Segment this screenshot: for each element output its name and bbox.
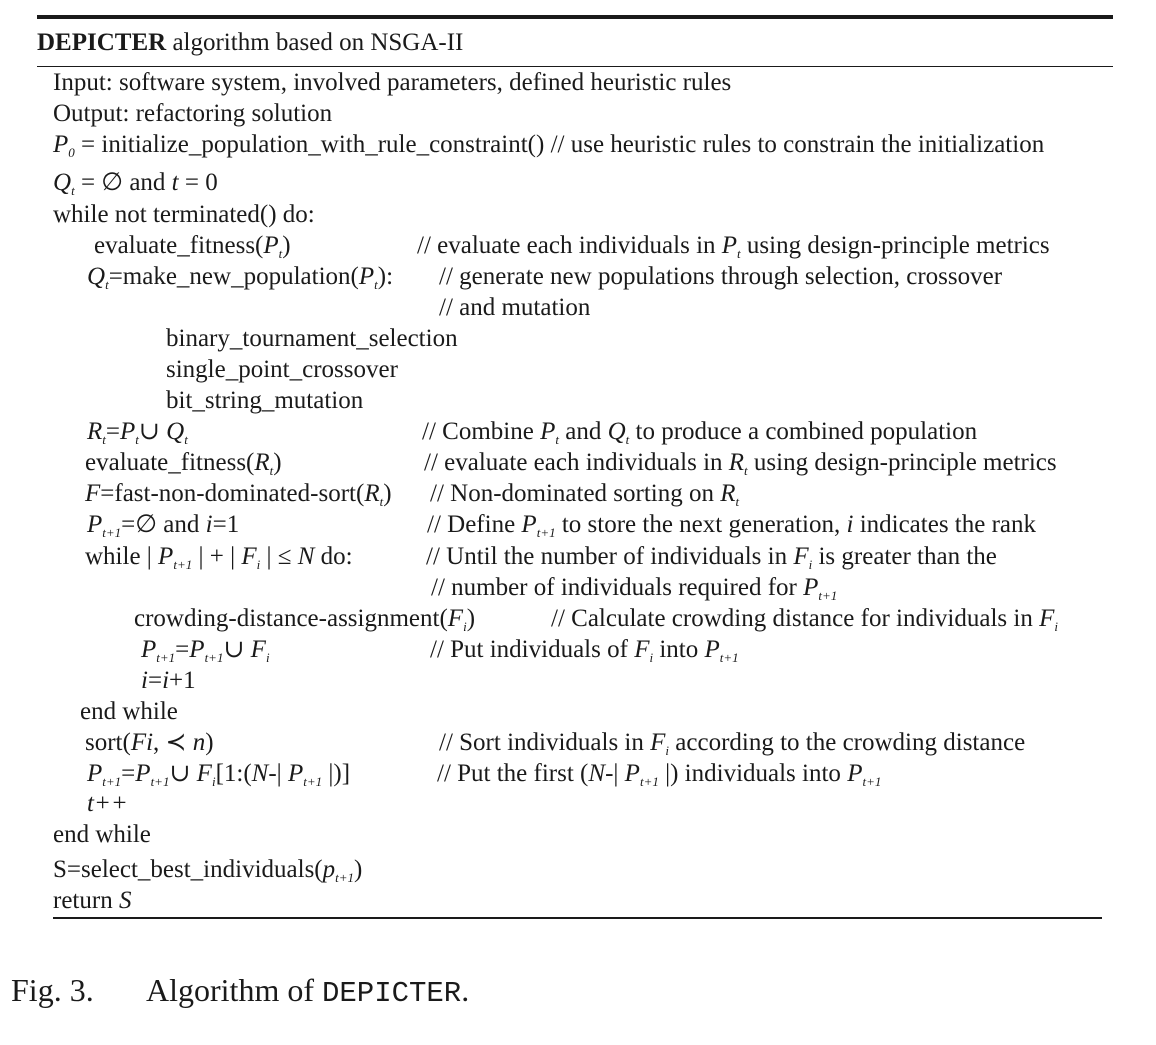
return-line: return S bbox=[53, 887, 132, 914]
sort-line: $F=fast-non-dominated-sort(R_t)$ bbox=[85, 480, 392, 509]
while-line: while not terminated() do: bbox=[53, 201, 315, 228]
inner-while-comment-2: // number of individuals required for $P_{t+1}$ bbox=[431, 574, 838, 603]
crossover-line: single_point_crossover bbox=[166, 356, 398, 383]
sort-comment: // Non-dominated sorting on $R_t$ bbox=[430, 480, 740, 509]
init-next-line: $P_{t+1}=\emptyset$ and i=1 bbox=[87, 511, 240, 540]
algorithm-name: DEPICTER bbox=[37, 29, 167, 56]
combine-comment: // Combine $P_t$ and $Q_t$ to produce a combined population bbox=[422, 418, 978, 447]
figure-number: Fig. 3. bbox=[11, 972, 94, 1008]
caption-algorithm-name: DEPICTER bbox=[321, 977, 462, 1010]
end-outer-while: end while bbox=[53, 821, 151, 848]
put-first-line: $P_{t+1}=P_{t+1}\cup$ $F_i[1:(N-|$ $P_{t+1}$ |)] bbox=[87, 760, 351, 789]
end-inner-while: end while bbox=[80, 698, 178, 725]
evaluate-p-comment: // evaluate each individuals in $P_t$ using design-principle metrics bbox=[417, 232, 1050, 261]
evaluate-r-line: $evaluate\_fitness(R_t)$ bbox=[85, 449, 282, 478]
inner-while-line: while | $P_{t+1}$ | + | $F_i$ | ≤ N do: bbox=[85, 543, 353, 572]
evaluate-r-comment: // evaluate each individuals in $R_t$ using design-principle metrics bbox=[424, 449, 1057, 478]
input-line: Input: software system, involved parameters, defined heuristic rules bbox=[53, 69, 732, 96]
put-first-comment: // Put the first (N-| $P_{t+1}$ |) individuals into $P_{t+1}$ bbox=[437, 760, 882, 789]
sort-crowding-line: sort(Fi, ≺ n) bbox=[85, 729, 214, 756]
select-best-line: $S=select\_best\_individuals(p_{t+1})$ bbox=[53, 856, 363, 885]
put-comment: // Put individuals of $F_i$ into $P_{t+1}$ bbox=[430, 636, 739, 665]
bottom-rule bbox=[53, 917, 1102, 919]
init-population-line: $P_0$ = initialize_population_with_rule_constraint() // use heuristic rules to constrain the initialization bbox=[53, 131, 1045, 160]
combine-line: $R_t=P_t\cup$ $Q_t$ bbox=[87, 418, 188, 447]
algorithm-title: DEPICTER algorithm based on NSGA-II bbox=[37, 29, 464, 56]
increment-line: i=i+1 bbox=[141, 667, 196, 694]
inner-while-comment: // Until the number of individuals in $F_i$ is greater than the bbox=[426, 543, 997, 572]
make-population-comment: // generate new populations through selection, crossover bbox=[439, 263, 1003, 290]
evaluate-p-line: $evaluate\_fitness(P_t)$ bbox=[94, 232, 291, 261]
header-rule bbox=[37, 66, 1113, 67]
make-population-line: $Q_t=make\_new\_population(P_t)$: bbox=[87, 263, 394, 292]
selection-line: binary_tournament_selection bbox=[166, 325, 458, 352]
crowding-comment: // Calculate crowding distance for individuals in $F_i$ bbox=[551, 605, 1058, 634]
make-population-comment-2: // and mutation bbox=[439, 294, 591, 321]
crowding-line: crowding-$distance-assignment(F_i)$ bbox=[134, 605, 476, 634]
t-increment-line: t++ bbox=[87, 790, 128, 817]
mutation-line: bit_string_mutation bbox=[166, 387, 364, 414]
output-line: Output: refactoring solution bbox=[53, 100, 333, 127]
init-q-line: $Q_t$ = ∅ and t = 0 bbox=[53, 169, 218, 198]
sort-crowding-comment: // Sort individuals in $F_i$ according to the crowding distance bbox=[439, 729, 1026, 758]
put-line: $P_{t+1}=P_{t+1}\cup$ $F_i$ bbox=[141, 636, 270, 665]
top-rule bbox=[37, 15, 1113, 19]
figure-caption: Fig. 3. Algorithm of DEPICTER. bbox=[11, 972, 470, 1010]
init-next-comment: // Define $P_{t+1}$ to store the next generation, i indicates the rank bbox=[427, 511, 1037, 540]
